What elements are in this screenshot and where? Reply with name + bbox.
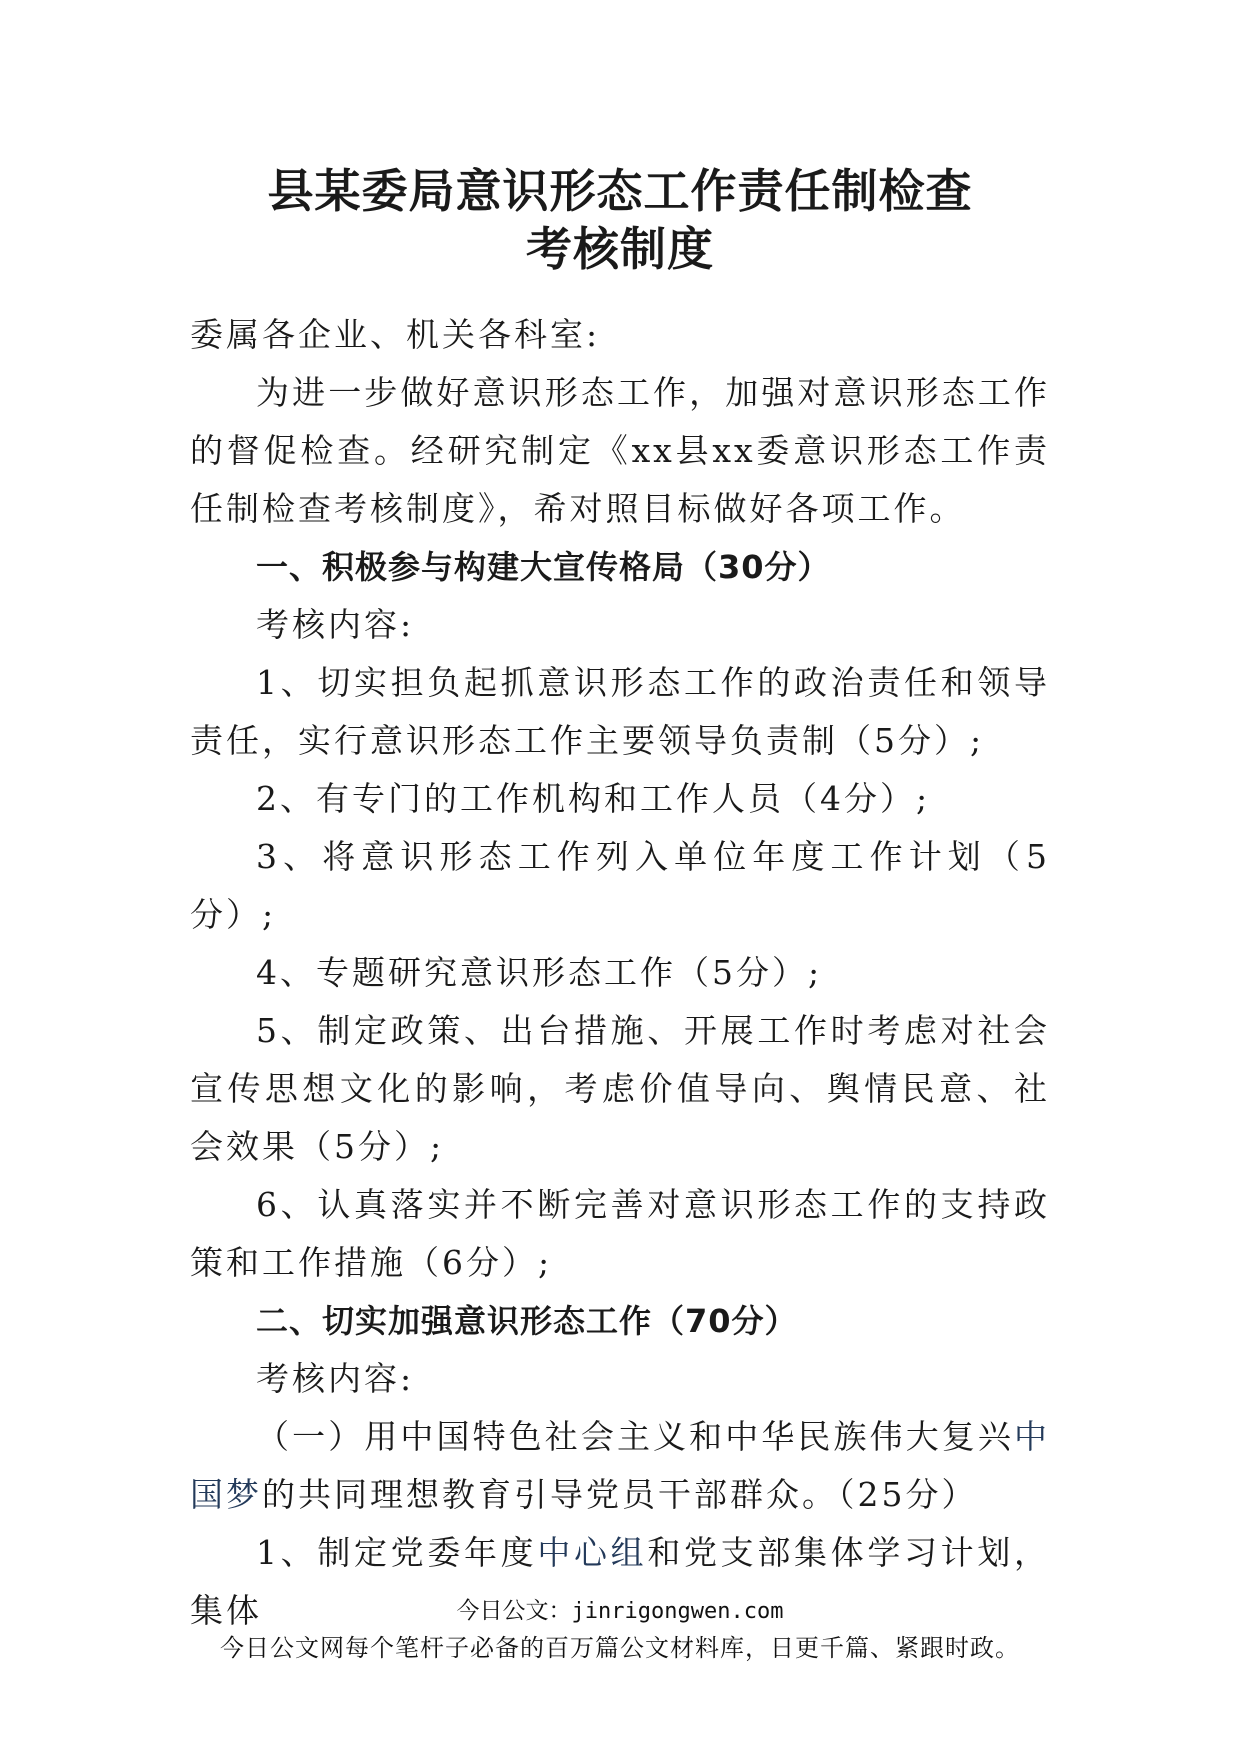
sub1-text-a: （一）用中国特色社会主义和中华民族伟大复兴 (256, 1417, 1014, 1456)
document-title-line2: 考核制度 (526, 222, 714, 276)
intro-paragraph: 为进一步做好意识形态工作，加强对意识形态工作的督促检查。经研究制定《xx县xx委意识形态工作责任制检查考核制度》，希对照目标做好各项工作。 (190, 373, 1050, 528)
section2-content-label: 考核内容: (256, 1359, 415, 1398)
footer-url-link[interactable]: jinrigongwen.com (571, 1599, 784, 1624)
section1-item: 1、切实担负起抓意识形态工作的政治责任和领导责任，实行意识形态工作主要领导负责制（5分）; (190, 663, 1050, 760)
salutation: 委属各企业、机关各科室: (190, 315, 601, 354)
section1-item: 5、制定政策、出台措施、开展工作时考虑对社会宣传思想文化的影响，考虑价值导向、舆情民意、社会效果（5分）; (190, 1011, 1050, 1166)
footer-line1 (0, 1592, 1240, 1625)
item1-highlight: 中心组 (537, 1533, 648, 1572)
item1-text-a: 1、制定党委年度 (256, 1533, 538, 1572)
section2-subsection-1 (190, 1408, 1050, 1524)
section1-heading: 一、积极参与构建大宣传格局（30分） (256, 548, 831, 586)
section1-item: 4、专题研究意识形态工作（5分）; (256, 953, 823, 992)
footer-label: 今日公文： (456, 1598, 572, 1624)
section1-item: 2、有专门的工作机构和工作人员（4分）; (256, 779, 931, 818)
sub1-highlight: 中国梦 (190, 1417, 1050, 1514)
document-body (190, 306, 1050, 1640)
section1-item: 6、认真落实并不断完善对意识形态工作的支持政策和工作措施（6分）; (190, 1185, 1050, 1282)
section2-heading: 二、切实加强意识形态工作（70分） (256, 1302, 798, 1340)
footer-line2: 今日公文网每个笔杆子必备的百万篇公文材料库，日更千篇、紧跟时政。 (220, 1634, 1020, 1662)
section1-item: 3、将意识形态工作列入单位年度工作计划（5分）; (190, 837, 1050, 934)
item1-text-b: 和党支部集体学习计划，集体 (190, 1533, 1051, 1630)
document-title-line1: 县某委局意识形态工作责任制检查 (267, 164, 973, 218)
section1-content-label: 考核内容: (256, 605, 415, 644)
sub1-text-b: 的共同理想教育引导党员干部群众。（25分） (262, 1475, 978, 1514)
